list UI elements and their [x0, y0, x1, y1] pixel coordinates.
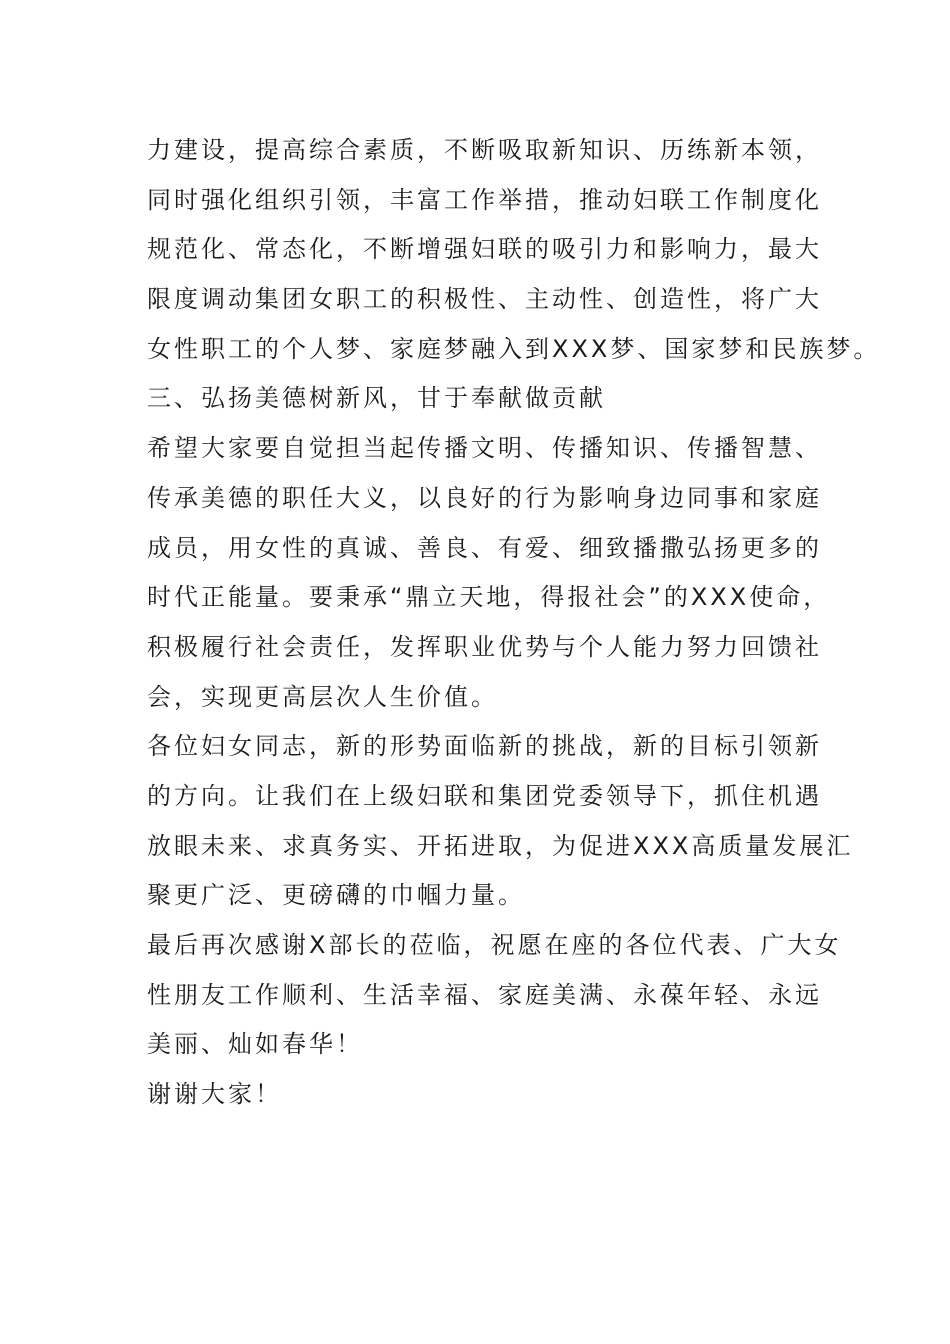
text-line: 的方向。让我们在上级妇联和集团党委领导下，抓住机遇	[147, 781, 822, 810]
text-line: 传承美德的职任大义，以良好的行为影响身边同事和家庭	[147, 483, 822, 512]
text-line: 规范化、常态化，不断增强妇联的吸引力和影响力，最大	[147, 235, 822, 264]
text-line: 最后再次感谢X部长的莅临，祝愿在座的各位代表、广大女	[147, 931, 842, 959]
text-line: 力建设，提高综合素质，不断吸取新知识、历练新本领，	[147, 136, 822, 164]
document-body	[147, 126, 881, 1120]
text-line: 性朋友工作顺利、生活幸福、家庭美满、永葆年轻、永远	[147, 980, 822, 1009]
text-line: 聚更广泛、更磅礴的巾帼力量。	[147, 881, 525, 910]
text-line: 美丽、灿如春华！	[147, 1030, 363, 1059]
text-line: 放眼未来、求真务实、开拓进取，为促进XXX高质量发展汇	[147, 831, 854, 860]
text-line: 希望大家要自觉担当起传播文明、传播知识、传播智慧、	[147, 434, 822, 463]
text-line: 成员，用女性的真诚、善良、有爱、细致播撒弘扬更多的	[147, 533, 822, 562]
text-line: 时代正能量。要秉承“鼎立天地，得报社会”的XXX使命，	[147, 583, 831, 612]
text-line: 限度调动集团女职工的积极性、主动性、创造性，将广大	[147, 285, 822, 314]
section-heading: 三、弘扬美德树新风，甘于奉献做贡献	[147, 384, 606, 413]
closing-line: 谢谢大家！	[147, 1080, 282, 1109]
text-line: 同时强化组织引领，丰富工作举措，推动妇联工作制度化	[147, 185, 822, 214]
text-line: 积极履行社会责任，发挥职业优势与个人能力努力回馈社	[147, 632, 822, 661]
text-line: 各位妇女同志，新的形势面临新的挑战，新的目标引领新	[147, 732, 822, 761]
text-line: 女性职工的个人梦、家庭梦融入到XXX梦、国家梦和民族梦。	[147, 334, 881, 363]
text-line: 会，实现更高层次人生价值。	[147, 682, 498, 711]
